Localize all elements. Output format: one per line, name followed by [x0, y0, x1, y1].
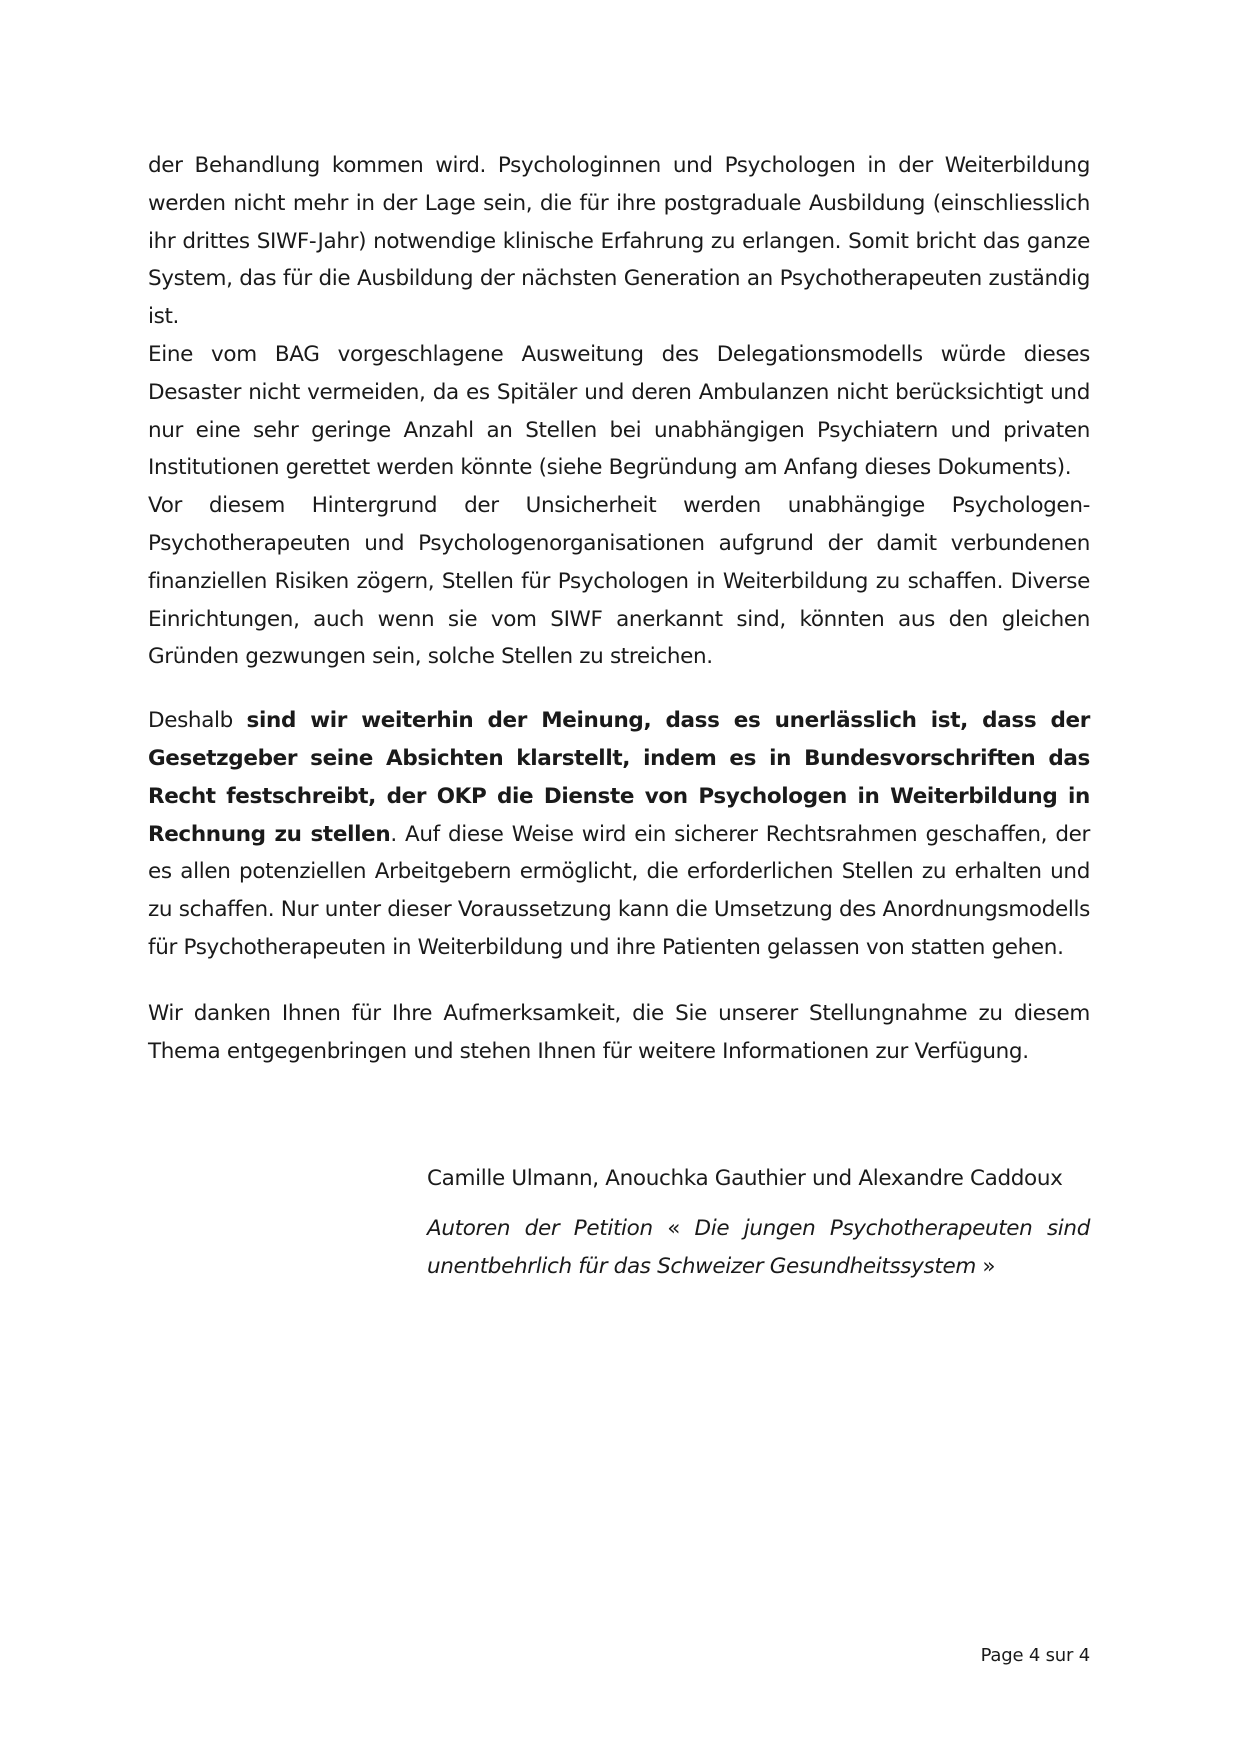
- role-prefix: Autoren der Petition: [427, 1215, 668, 1241]
- signature-block: [427, 1160, 1090, 1285]
- conclusion-rest-text: . Auf diese Weise wird ein sicherer Rechtsrahmen geschaffen, der es allen potenziellen Arbeitgebern ermöglicht, die erforderlichen Stellen zu erhalten und zu schaffen. Nur unter dieser Voraussetzung kann die Umsetzung des Anordnungsmodells für Psychotherapeuten in Weiterbildung und ihre Patienten gelassen von statten gehen.: [148, 821, 1090, 960]
- paragraph-consequences: der Behandlung kommen wird. Psychologinnen und Psychologen in der Weiterbildung werden nicht mehr in der Lage sein, die für ihre postgraduale Ausbildung (einschliesslich ihr drittes SIWF-Jahr) notwendige klinische Erfahrung zu erlangen. Somit bricht das ganze System, das für die Ausbildung der nächsten Generation an Psychotherapeuten zuständig ist.: [148, 153, 1090, 330]
- paragraph-uncertainty: Vor diesem Hintergrund der Unsicherheit werden unabhängige Psychologen-Psychotherapeuten und Psychologenorganisationen aufgrund der damit verbundenen finanziellen Risiken zögern, Stellen für Psychologen in Weiterbildung zu schaffen. Diverse Einrichtungen, auch wenn sie vom SIWF anerkannt sind, könnten aus den gleichen Gründen gezwungen sein, solche Stellen zu streichen.: [148, 493, 1090, 670]
- paragraph-conclusion: [148, 702, 1090, 967]
- petition-title: Die jungen Psychotherapeuten sind unentbehrlich für das Schweizer Gesundheitssystem: [427, 1215, 1090, 1279]
- conclusion-lead-text: Deshalb: [148, 708, 247, 734]
- paragraph-delegation-model: Eine vom BAG vorgeschlagene Ausweitung des Delegationsmodells würde dieses Desaster nicht vermeiden, da es Spitäler und deren Ambulanzen nicht berücksichtigt und nur eine sehr geringe Anzahl an Stellen bei unabhängigen Psychiatern und privaten Institutionen gerettet werden könnte (siehe Begründung am Anfang dieses Dokuments).: [148, 341, 1090, 481]
- quote-close: »: [982, 1253, 996, 1279]
- conclusion-emphasis: sind wir weiterhin der Meinung, dass es unerlässlich ist, dass der Gesetzgeber seine Absichten klarstellt, indem es in Bundesvorschriften das Recht festschreibt, der OKP die Dienste von Psychologen in Weiterbildung in Rechnung zu stellen: [148, 708, 1090, 847]
- signature-names: Camille Ulmann, Anouchka Gauthier und Alexandre Caddoux: [427, 1166, 1063, 1191]
- page-number: Page 4 sur 4: [980, 1645, 1090, 1666]
- signature-role: [427, 1210, 1090, 1286]
- paragraph-thanks: Wir danken Ihnen für Ihre Aufmerksamkeit, die Sie unserer Stellungnahme zu diesem Thema entgegenbringen und stehen Ihnen für weitere Informationen zur Verfügung.: [148, 1000, 1090, 1064]
- quote-open: «: [667, 1215, 681, 1241]
- letter-body: [148, 147, 1090, 1070]
